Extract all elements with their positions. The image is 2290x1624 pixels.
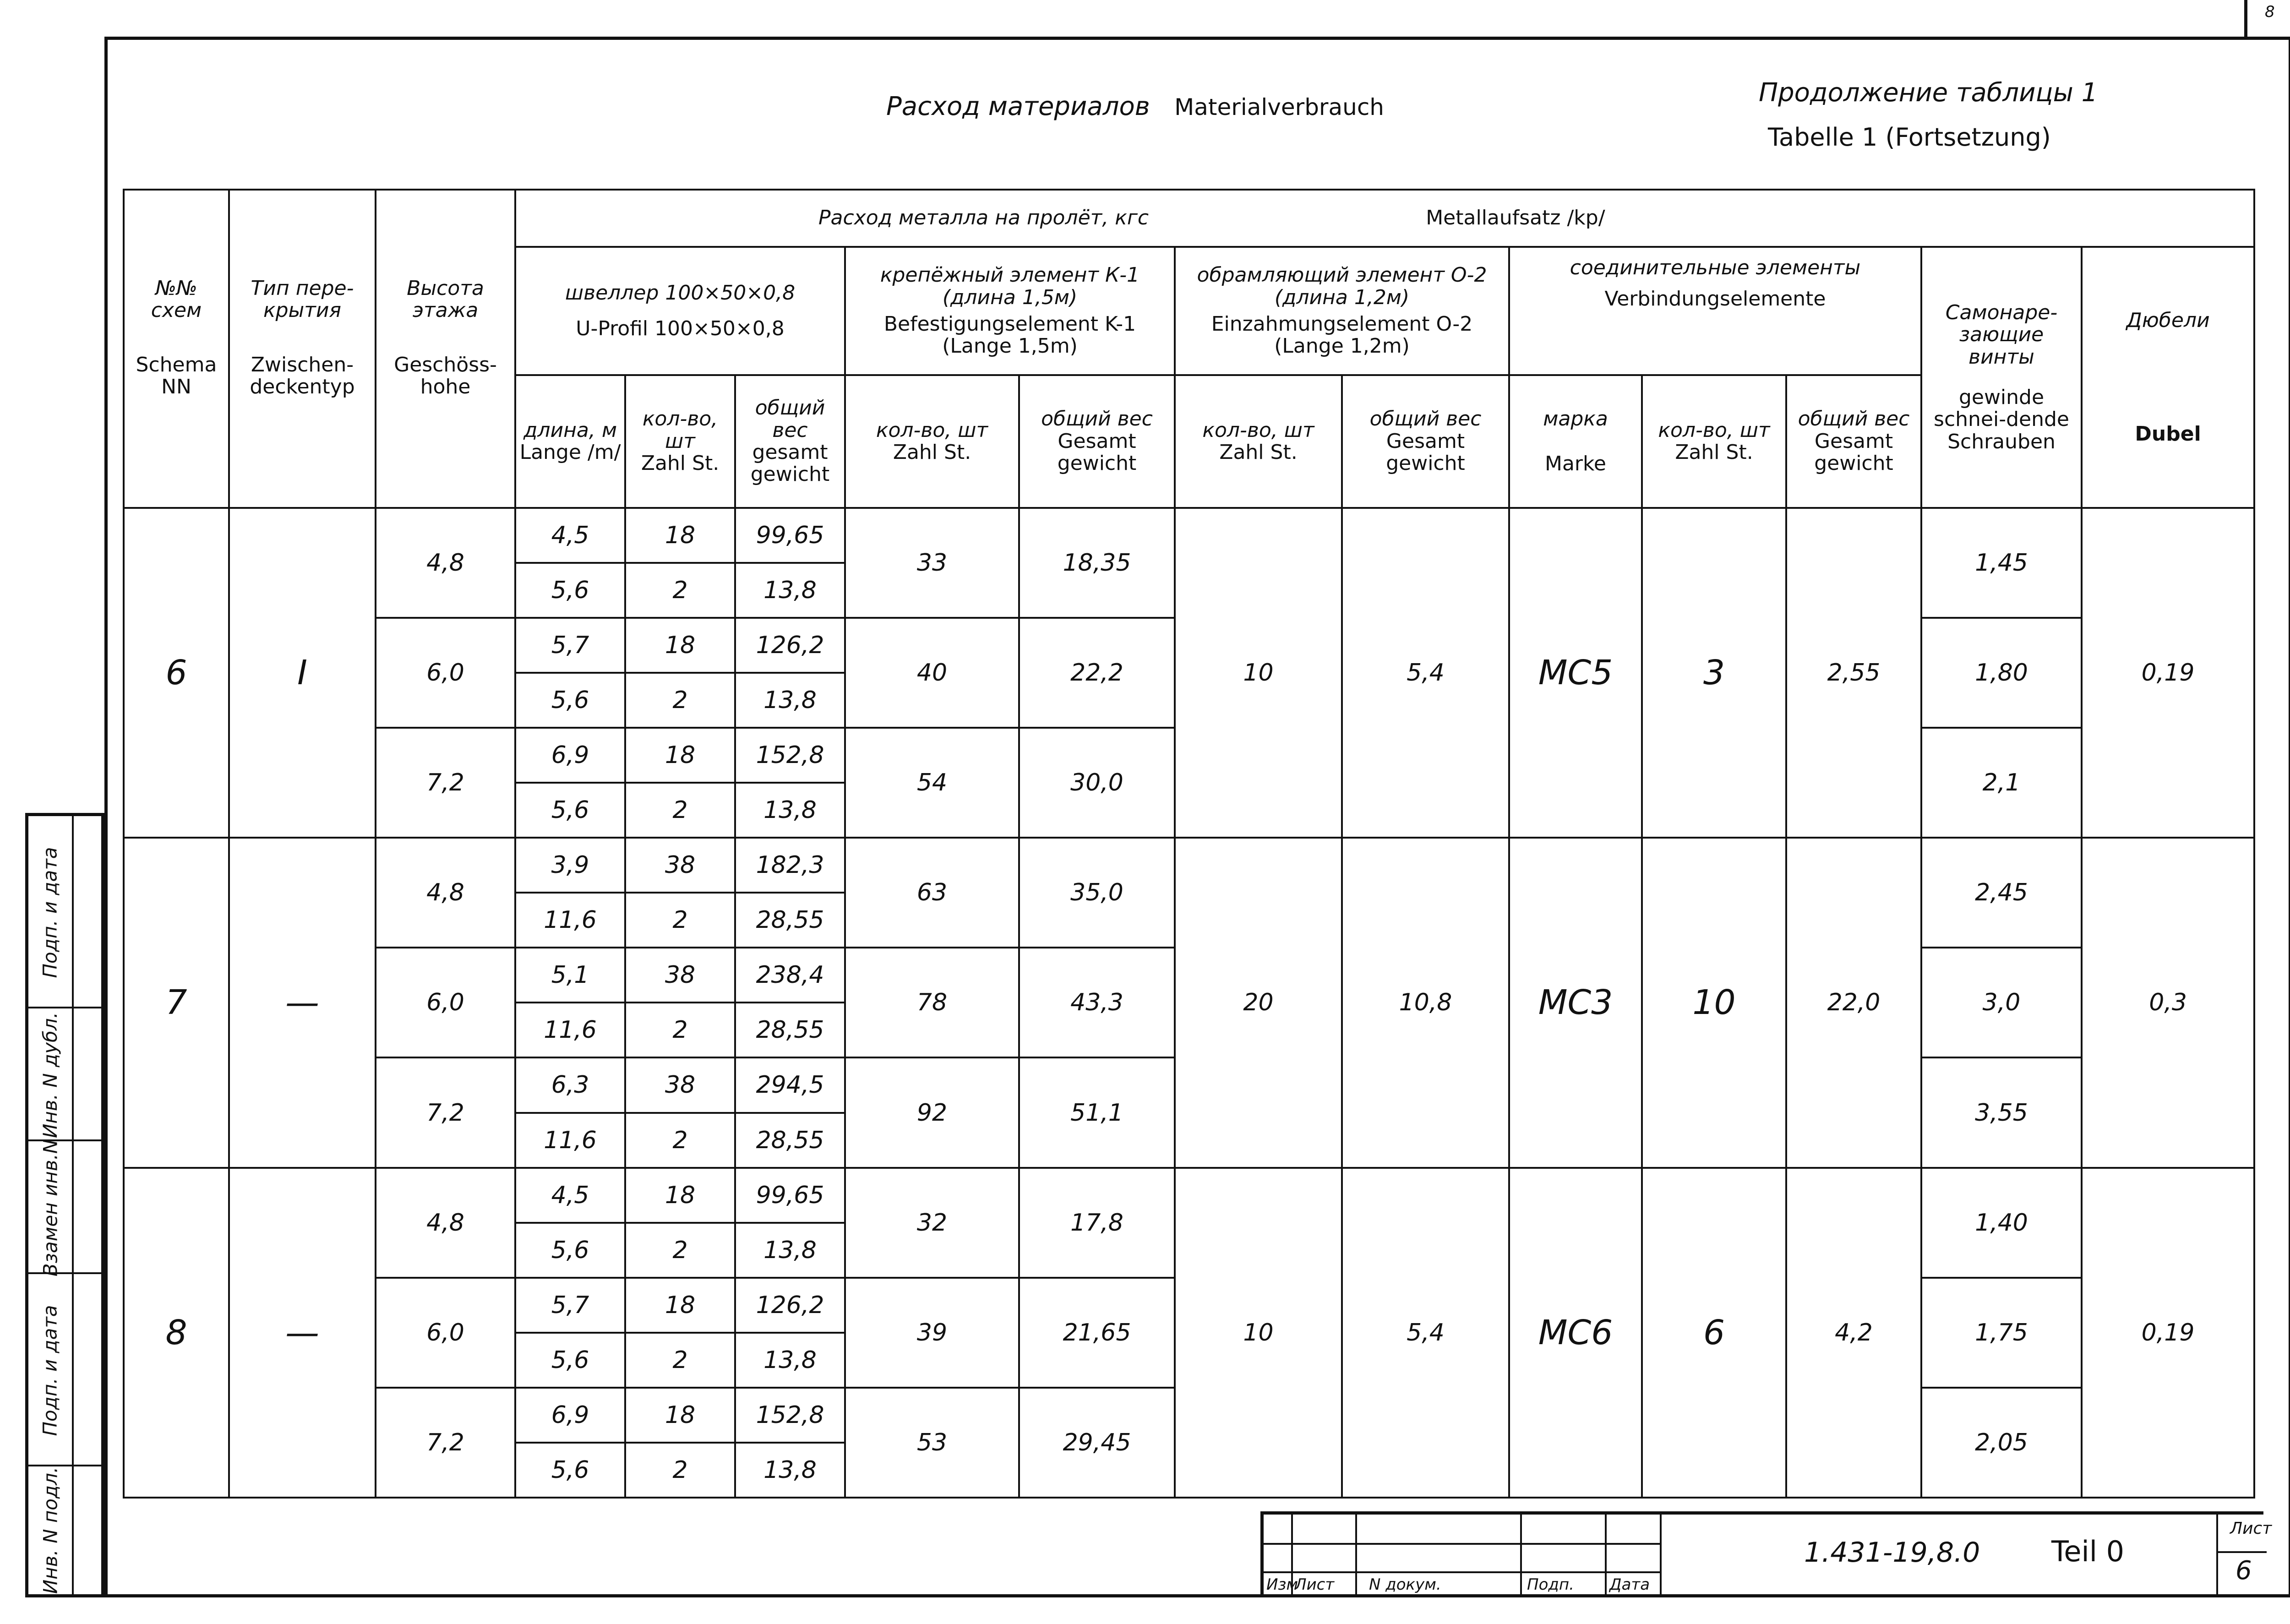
k1-weight: 51,1: [1019, 1057, 1175, 1167]
channel-length: 3,9: [515, 838, 625, 893]
connector-count: 3: [1642, 508, 1786, 838]
o2-weight: 5,4: [1342, 1168, 1509, 1498]
subheader-o2-count: кол-во, шт Zahl St.: [1175, 375, 1342, 508]
k1-weight: 35,0: [1019, 838, 1175, 948]
table-body: [124, 508, 2254, 1498]
channel-weight: 28,55: [735, 1113, 845, 1168]
channel-weight: 126,2: [735, 1278, 845, 1333]
subheader-k1-weight: общий вес Gesamt gewicht: [1019, 375, 1175, 508]
o2-weight: 10,8: [1342, 838, 1509, 1167]
screws-weight: 1,75: [1921, 1278, 2082, 1388]
side-label-text: Инв. N дубл.: [39, 1012, 61, 1138]
k1-count: 33: [845, 508, 1019, 618]
frame-tick-mark: [2244, 0, 2247, 37]
header-connectors: соединительные элементы Verbindungselemente: [1509, 247, 1921, 375]
channel-count: 18: [625, 1168, 735, 1223]
header-schema-de: Schema NN: [136, 353, 217, 399]
channel-count: 18: [625, 728, 735, 783]
channel-weight: 13,8: [735, 1223, 845, 1278]
channel-length: 5,6: [515, 1443, 625, 1498]
side-label: [28, 1466, 72, 1594]
k1-count: 78: [845, 948, 1019, 1057]
channel-weight: 126,2: [735, 618, 845, 673]
floor-height: 7,2: [376, 1388, 515, 1498]
title-de: Materialverbrauch: [1174, 94, 1384, 120]
floor-height: 4,8: [376, 508, 515, 618]
channel-length: 6,3: [515, 1057, 625, 1112]
channel-length: 5,6: [515, 1333, 625, 1388]
channel-weight: 238,4: [735, 948, 845, 1003]
k1-count: 54: [845, 728, 1019, 838]
dowel-weight: 0,3: [2082, 838, 2254, 1167]
sheet-number: 6: [2235, 1556, 2252, 1586]
side-label: [28, 1274, 72, 1466]
channel-count: 18: [625, 1388, 735, 1443]
o2-weight: 5,4: [1342, 508, 1509, 838]
header-dowels: Дюбели Dubel: [2082, 247, 2254, 508]
header-metal: Расход металла на пролёт, кгс Metallaufsatz /kp/: [515, 190, 2254, 247]
floor-height: 4,8: [376, 1168, 515, 1278]
channel-length: 5,7: [515, 1278, 625, 1333]
dowel-weight: 0,19: [2082, 1168, 2254, 1498]
screws-weight: 1,80: [1921, 618, 2082, 728]
channel-length: 11,6: [515, 893, 625, 948]
channel-length: 11,6: [515, 1003, 625, 1057]
floor-height: 7,2: [376, 1057, 515, 1167]
side-label-text: Подп. и дата: [39, 846, 62, 978]
channel-weight: 13,8: [735, 1443, 845, 1498]
document-code: 1.431-19,8.0: [1804, 1537, 1980, 1569]
k1-weight: 30,0: [1019, 728, 1175, 838]
stamp-divider: [1605, 1515, 1607, 1597]
connector-weight: 4,2: [1786, 1168, 1921, 1498]
floor-height: 6,0: [376, 618, 515, 728]
screws-weight: 3,55: [1921, 1057, 2082, 1167]
channel-weight: 28,55: [735, 893, 845, 948]
channel-length: 4,5: [515, 1168, 625, 1223]
o2-count: 10: [1175, 508, 1342, 838]
table-row: [124, 1168, 2254, 1223]
channel-count: 2: [625, 783, 735, 838]
floor-type: —: [229, 1168, 376, 1498]
header-type: Тип пере-крытия Zwischen-deckentyp: [229, 190, 376, 508]
channel-length: 5,6: [515, 783, 625, 838]
document-part: Teil 0: [2051, 1535, 2125, 1568]
k1-weight: 29,45: [1019, 1388, 1175, 1498]
channel-length: 11,6: [515, 1113, 625, 1168]
channel-count: 2: [625, 893, 735, 948]
title-block: [1260, 1511, 2272, 1597]
channel-weight: 182,3: [735, 838, 845, 893]
channel-count: 2: [625, 1443, 735, 1498]
channel-count: 2: [625, 1333, 735, 1388]
k1-count: 92: [845, 1057, 1019, 1167]
channel-count: 2: [625, 1003, 735, 1057]
channel-count: 18: [625, 508, 735, 563]
floor-height: 6,0: [376, 1278, 515, 1388]
channel-weight: 152,8: [735, 1388, 845, 1443]
stamp-caption: Изм: [1266, 1575, 1298, 1594]
continuation-ru: Продолжение таблицы 1: [1759, 78, 2098, 108]
o2-count: 10: [1175, 1168, 1342, 1498]
page-title: [886, 92, 1384, 121]
k1-weight: 17,8: [1019, 1168, 1175, 1278]
channel-length: 6,9: [515, 728, 625, 783]
side-stamp-column: [25, 813, 104, 1597]
header-k1: крепёжный элемент К-1 (длина 1,5м) Befestigungselement K-1 (Lange 1,5m): [845, 247, 1175, 375]
stamp-row-line: [1264, 1571, 1660, 1573]
channel-count: 38: [625, 1057, 735, 1112]
scheme-number: 6: [124, 508, 229, 838]
channel-weight: 99,65: [735, 508, 845, 563]
channel-weight: 13,8: [735, 1333, 845, 1388]
subheader-conn-weight: общий вес Gesamt gewicht: [1786, 375, 1921, 508]
channel-count: 18: [625, 618, 735, 673]
subheader-weight: общий вес gesamt gewicht: [735, 375, 845, 508]
subheader-o2-weight: общий вес Gesamt gewicht: [1342, 375, 1509, 508]
side-label-text: Подп. и дата: [39, 1304, 62, 1436]
o2-count: 20: [1175, 838, 1342, 1167]
floor-height: 4,8: [376, 838, 515, 948]
dowel-weight: 0,19: [2082, 508, 2254, 838]
channel-length: 5,6: [515, 1223, 625, 1278]
stamp-divider: [1660, 1515, 1662, 1597]
side-label: [28, 816, 72, 1008]
title-ru: Расход материалов: [886, 92, 1150, 121]
screws-weight: 2,05: [1921, 1388, 2082, 1498]
corner-mark: 8: [2265, 3, 2275, 21]
header-channel: швеллер 100×50×0,8 U-Profil 100×50×0,8: [515, 247, 845, 375]
channel-count: 2: [625, 673, 735, 728]
connector-mark: МС6: [1509, 1168, 1642, 1498]
k1-count: 40: [845, 618, 1019, 728]
stamp-divider: [1355, 1515, 1357, 1597]
stamp-divider: [2216, 1515, 2218, 1597]
table-row: [124, 838, 2254, 893]
channel-count: 2: [625, 563, 735, 618]
side-label: [28, 1008, 72, 1141]
channel-count: 38: [625, 838, 735, 893]
header-schema: №№ схем Schema NN: [124, 190, 229, 508]
side-label: [28, 1141, 72, 1274]
k1-weight: 21,65: [1019, 1278, 1175, 1388]
scheme-number: 7: [124, 838, 229, 1167]
channel-weight: 152,8: [735, 728, 845, 783]
k1-weight: 43,3: [1019, 948, 1175, 1057]
table-row: [124, 508, 2254, 563]
screws-weight: 1,40: [1921, 1168, 2082, 1278]
screws-weight: 2,1: [1921, 728, 2082, 838]
channel-length: 5,6: [515, 563, 625, 618]
floor-height: 7,2: [376, 728, 515, 838]
channel-length: 5,7: [515, 618, 625, 673]
k1-count: 39: [845, 1278, 1019, 1388]
side-label-text: Взамен инв.N: [39, 1139, 61, 1276]
header-type-de: Zwischen-deckentyp: [250, 353, 355, 399]
stamp-caption: Подп.: [1527, 1575, 1574, 1594]
subheader-conn-count: кол-во, шт Zahl St.: [1642, 375, 1786, 508]
subheader-count: кол-во, шт Zahl St.: [625, 375, 735, 508]
connector-weight: 22,0: [1786, 838, 1921, 1167]
channel-length: 5,1: [515, 948, 625, 1003]
stamp-caption: Дата: [1609, 1575, 1650, 1594]
header-height-de: Geschöss-hohe: [394, 353, 497, 399]
scheme-number: 8: [124, 1168, 229, 1498]
channel-weight: 28,55: [735, 1003, 845, 1057]
stamp-row-line: [2216, 1551, 2267, 1553]
subheader-mark: марка Marke: [1509, 375, 1642, 508]
connector-count: 10: [1642, 838, 1786, 1167]
connector-count: 6: [1642, 1168, 1786, 1498]
channel-length: 6,9: [515, 1388, 625, 1443]
k1-weight: 22,2: [1019, 618, 1175, 728]
stamp-row-line: [1264, 1543, 1660, 1545]
channel-weight: 294,5: [735, 1057, 845, 1112]
materials-table: [123, 189, 2255, 1499]
floor-type: I: [229, 508, 376, 838]
screws-weight: 1,45: [1921, 508, 2082, 618]
channel-weight: 13,8: [735, 673, 845, 728]
floor-height: 6,0: [376, 948, 515, 1057]
channel-weight: 99,65: [735, 1168, 845, 1223]
floor-type: —: [229, 838, 376, 1167]
k1-count: 32: [845, 1168, 1019, 1278]
header-o2: обрамляющий элемент О-2 (длина 1,2м) Einzahmungselement O-2 (Lange 1,2m): [1175, 247, 1509, 375]
screws-weight: 2,45: [1921, 838, 2082, 948]
channel-weight: 13,8: [735, 783, 845, 838]
stamp-caption: N докум.: [1369, 1575, 1441, 1594]
stamp-caption: Лист: [1295, 1575, 1335, 1594]
connector-mark: МС5: [1509, 508, 1642, 838]
side-label-text: Инв. N подл.: [39, 1466, 61, 1594]
k1-count: 63: [845, 838, 1019, 948]
k1-weight: 18,35: [1019, 508, 1175, 618]
channel-count: 2: [625, 1113, 735, 1168]
screws-weight: 3,0: [1921, 948, 2082, 1057]
header-height: Высота этажа Geschöss-hohe: [376, 190, 515, 508]
channel-count: 2: [625, 1223, 735, 1278]
connector-weight: 2,55: [1786, 508, 1921, 838]
k1-count: 53: [845, 1388, 1019, 1498]
subheader-k1-count: кол-во, шт Zahl St.: [845, 375, 1019, 508]
header-screws: Самонаре-зающие винты gewinde schnei-dende Schrauben: [1921, 247, 2082, 508]
sheet-label: Лист: [2230, 1519, 2272, 1538]
connector-mark: МС3: [1509, 838, 1642, 1167]
channel-length: 5,6: [515, 673, 625, 728]
subheader-length: длина, м Lange /m/: [515, 375, 625, 508]
channel-count: 38: [625, 948, 735, 1003]
side-divider: [72, 816, 74, 1594]
continuation-de: Tabelle 1 (Fortsetzung): [1768, 123, 2051, 152]
channel-weight: 13,8: [735, 563, 845, 618]
channel-count: 18: [625, 1278, 735, 1333]
stamp-divider: [1520, 1515, 1522, 1597]
channel-length: 4,5: [515, 508, 625, 563]
